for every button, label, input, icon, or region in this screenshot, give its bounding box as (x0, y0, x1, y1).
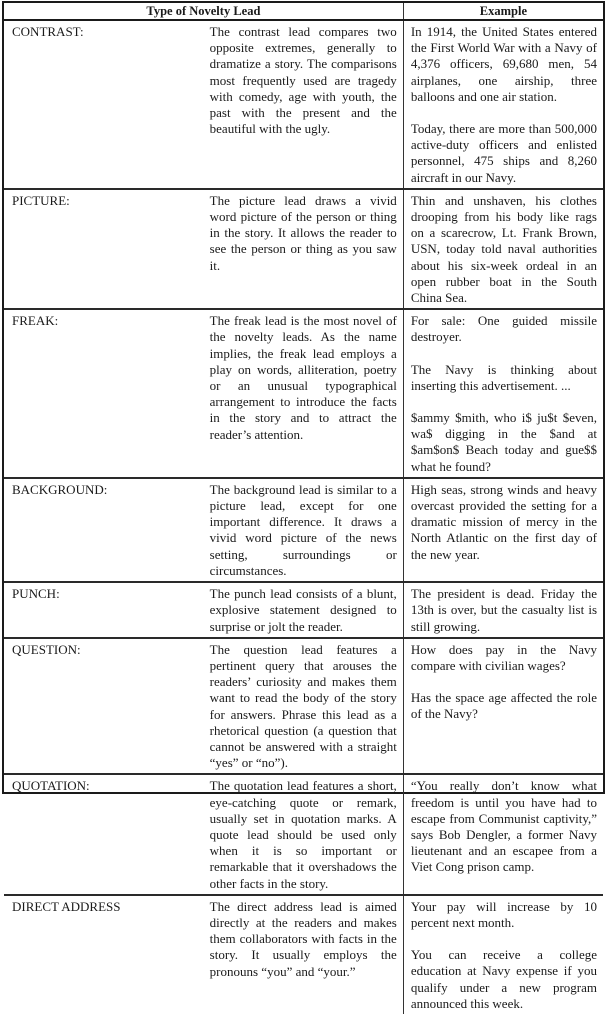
header-example: Example (403, 3, 603, 20)
table-row-punch (4, 582, 603, 638)
example-paragraph: Has the space age affected the role of the Navy? (410, 690, 597, 722)
example-paragraph: In 1914, the United States entered the First World War with a Navy of 4,376 officers, 69,680 men, 54 airplanes, one airship, three balloons and one air station. (410, 24, 597, 104)
lead-description: The picture lead draws a vivid word picture of the person or thing in the story. It allows the reader to see the person or thing as you saw it. (204, 189, 404, 309)
example-paragraph: $ammy $mith, who i$ ju$t $even, wa$ digging in the $and at $am$on$ Beach today and gue$$ what he found? (410, 410, 597, 474)
example-paragraph: The president is dead. Friday the 13th is over, but the casualty list is still growing. (410, 586, 597, 634)
example-paragraph: Thin and unshaven, his clothes drooping from his body like rags on a scarecrow, Lt. Frank Brown, USN, today told naval authorities about his six-week ordeal in an open rubber boat in the South China Sea. (410, 192, 597, 306)
lead-type: PICTURE: (4, 189, 204, 309)
table-row-question (4, 638, 603, 775)
lead-type: CONTRAST: (4, 20, 204, 189)
novelty-lead-table-page (2, 1, 605, 1011)
header-type-of-novelty-lead: Type of Novelty Lead (4, 3, 403, 20)
lead-description: The quotation lead features a short, eye-catching quote or remark, usually set in quotation marks. A quote lead should be used only when it is so important or remarkable that it overshadows the other facts in the story. (204, 774, 404, 894)
example-paragraph: For sale: One guided missile destroyer. (410, 313, 597, 345)
table-row-background (4, 478, 603, 582)
lead-type: FREAK: (4, 309, 204, 478)
example-paragraph: “You really don’t know what freedom is until you have had to escape from Communist captivity,” says Bob Dengler, a former Navy lieutenant and an escapee from a Viet Cong prison camp. (410, 778, 597, 875)
table-row-picture (4, 189, 603, 309)
lead-type: DIRECT ADDRESS (12, 898, 121, 914)
novelty-lead-table (4, 3, 603, 1014)
lead-example (403, 638, 603, 775)
lead-example (403, 20, 603, 189)
lead-example (403, 582, 603, 638)
example-paragraph: Your pay will increase by 10 percent next month. (410, 898, 597, 930)
table-row-freak (4, 309, 603, 478)
example-paragraph: The Navy is thinking about inserting this advertisement. ... (410, 361, 597, 393)
table-row-quotation (4, 774, 603, 894)
example-paragraph: Today, there are more than 500,000 active-duty officers and enlisted personnel, 475 ships and 8,260 aircraft in our Navy. (410, 121, 597, 185)
example-paragraph: High seas, strong winds and heavy overcast provided the setting for a dramatic mission of mercy in the North Atlantic on the first day of the new year. (410, 481, 597, 562)
lead-description: The question lead features a pertinent query that arouses the readers’ curiosity and makes them want to read the body of the story for answers. Phrase this lead as a rhetorical question (a question that cannot be answered with a straight “yes” or “no”). (204, 638, 404, 775)
lead-description: The freak lead is the most novel of the novelty leads. As the name implies, the freak lead employs a play on words, alliteration, poetry or an unusual typographical arrangement to introduce the facts in the story and to attract the reader’s attention. (204, 309, 404, 478)
lead-example (403, 895, 603, 1014)
example-paragraph: You can receive a college education at Navy expense if you qualify under a new program announced this week. (410, 947, 597, 1011)
lead-example (403, 309, 603, 478)
table-row-contrast (4, 20, 603, 189)
example-paragraph: How does pay in the Navy compare with civilian wages? (410, 641, 597, 673)
table-header-row (4, 3, 603, 20)
lead-description: The direct address lead is aimed directly at the readers and makes them collaborators with facts in the story. It usually employs the pronouns “you” and “your.” (204, 895, 404, 1014)
lead-type: QUESTION: (4, 638, 204, 775)
lead-type: BACKGROUND: (4, 478, 204, 582)
lead-type: PUNCH: (4, 582, 204, 638)
lead-example (403, 189, 603, 309)
lead-type: QUOTATION: (4, 774, 204, 894)
lead-description: The background lead is similar to a picture lead, except for one important difference. It draws a vivid word picture of the news setting, surroundings or circumstances. (204, 478, 404, 582)
lead-description: The contrast lead compares two opposite extremes, generally to dramatize a story. The comparisons most frequently used are tragedy with comedy, age with youth, the past with the present and the beautiful with the ugly. (204, 20, 404, 189)
lead-example (403, 478, 603, 582)
table-row-direct-address (4, 895, 603, 1014)
lead-example (403, 774, 603, 894)
lead-description: The punch lead consists of a blunt, explosive statement designed to surprise or jolt the reader. (204, 582, 404, 638)
